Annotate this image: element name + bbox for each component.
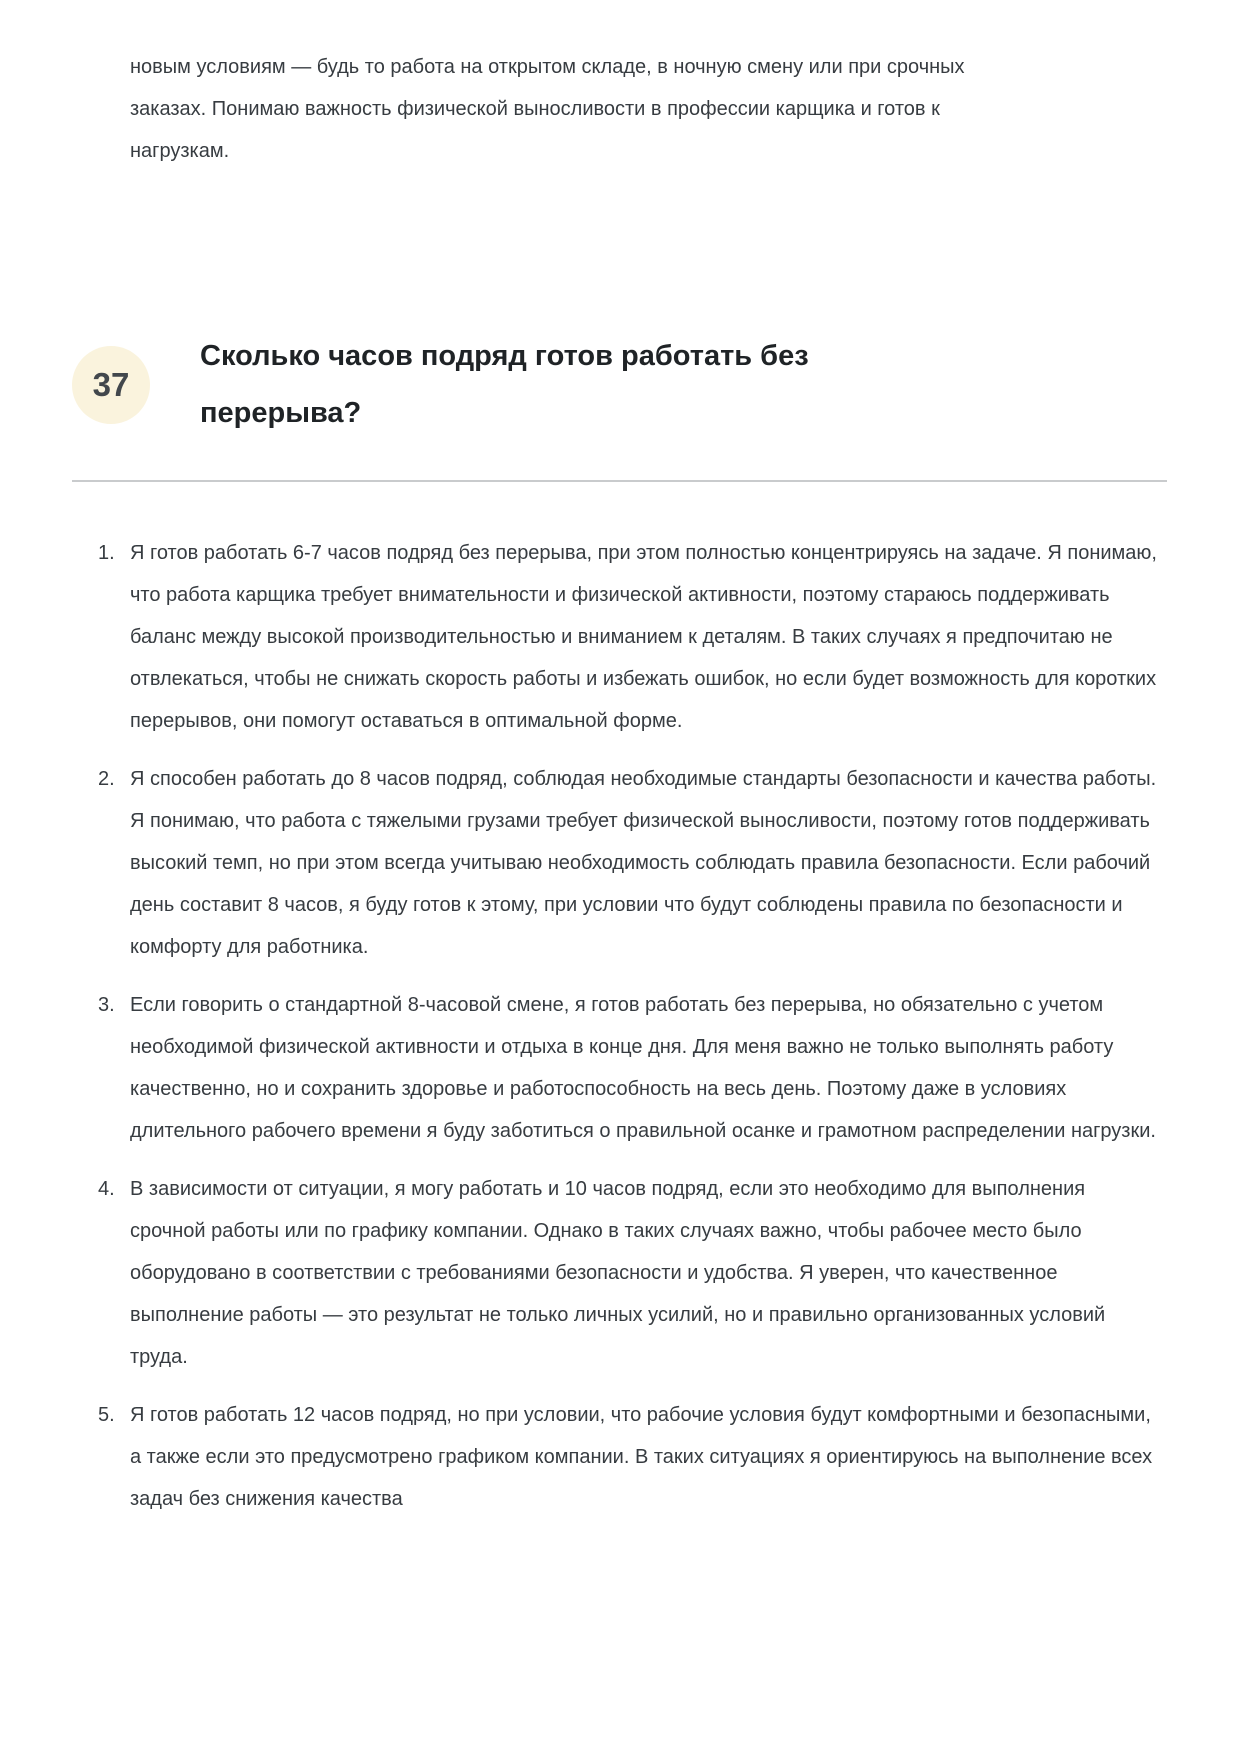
answer-item: [98, 758, 1167, 968]
question-title: Сколько часов подряд готов работать без перерыва?: [200, 340, 809, 429]
answer-number: 4.: [98, 1178, 115, 1200]
answer-item: [98, 1168, 1167, 1378]
answer-number: 2.: [98, 768, 115, 790]
section-divider: [72, 480, 1167, 482]
answer-item: [98, 984, 1167, 1152]
answer-text: В зависимости от ситуации, я могу работать и 10 часов подряд, если это необходимо для выполнения срочной работы или по графику компании. Однако в таких случаях важно, чтобы рабочее место было оборудовано в соответствии с требованиями безопасности и удобства. Я уверен, что качественное выполнение работы — это результат не только личных усилий, но и правильно организованных условий труда.: [130, 1178, 1106, 1368]
answer-text: Если говорить о стандартной 8-часовой смене, я готов работать без перерыва, но обязательно с учетом необходимой физической активности и отдыха в конце дня. Для меня важно не только выполнять работу качественно, но и сохранить здоровье и работоспособность на весь день. Поэтому даже в условиях длительного рабочего времени я буду заботиться о правильной осанке и грамотном распределении нагрузки.: [130, 994, 1156, 1142]
question-header: [72, 328, 1167, 442]
intro-paragraph: новым условиям — будь то работа на открытом складе, в ночную смену или при срочных заказах. Понимаю важность физической выносливости в профессии карщика и готов к нагрузкам.: [130, 56, 965, 162]
answer-number: 5.: [98, 1404, 115, 1426]
answer-text: Я готов работать 12 часов подряд, но при условии, что рабочие условия будут комфортными и безопасными, а также если это предусмотрено графиком компании. В таких ситуациях я ориентируюсь на выполнение всех задач без снижения качества: [130, 1404, 1153, 1510]
question-number-badge: 37: [72, 346, 150, 424]
answers-list: [72, 532, 1167, 1520]
answer-text: Я способен работать до 8 часов подряд, соблюдая необходимые стандарты безопасности и качества работы. Я понимаю, что работа с тяжелыми грузами требует физической выносливости, поэтому готов поддерживать высокий темп, но при этом всегда учитываю необходимость соблюдать правила безопасности. Если рабочий день составит 8 часов, я буду готов к этому, при условии что будут соблюдены правила по безопасности и комфорту для работника.: [130, 768, 1157, 958]
answer-item: [98, 1394, 1167, 1520]
answer-text: Я готов работать 6-7 часов подряд без перерыва, при этом полностью концентрируясь на задаче. Я понимаю, что работа карщика требует внимательности и физической активности, поэтому стараюсь поддерживать баланс между высокой производительностью и вниманием к деталям. В таких случаях я предпочитаю не отвлекаться, чтобы не снижать скорость работы и избежать ошибок, но если будет возможность для коротких перерывов, они помогут оставаться в оптимальной форме.: [130, 542, 1157, 732]
answer-number: 1.: [98, 542, 115, 564]
answer-item: [98, 532, 1167, 742]
answer-number: 3.: [98, 994, 115, 1016]
